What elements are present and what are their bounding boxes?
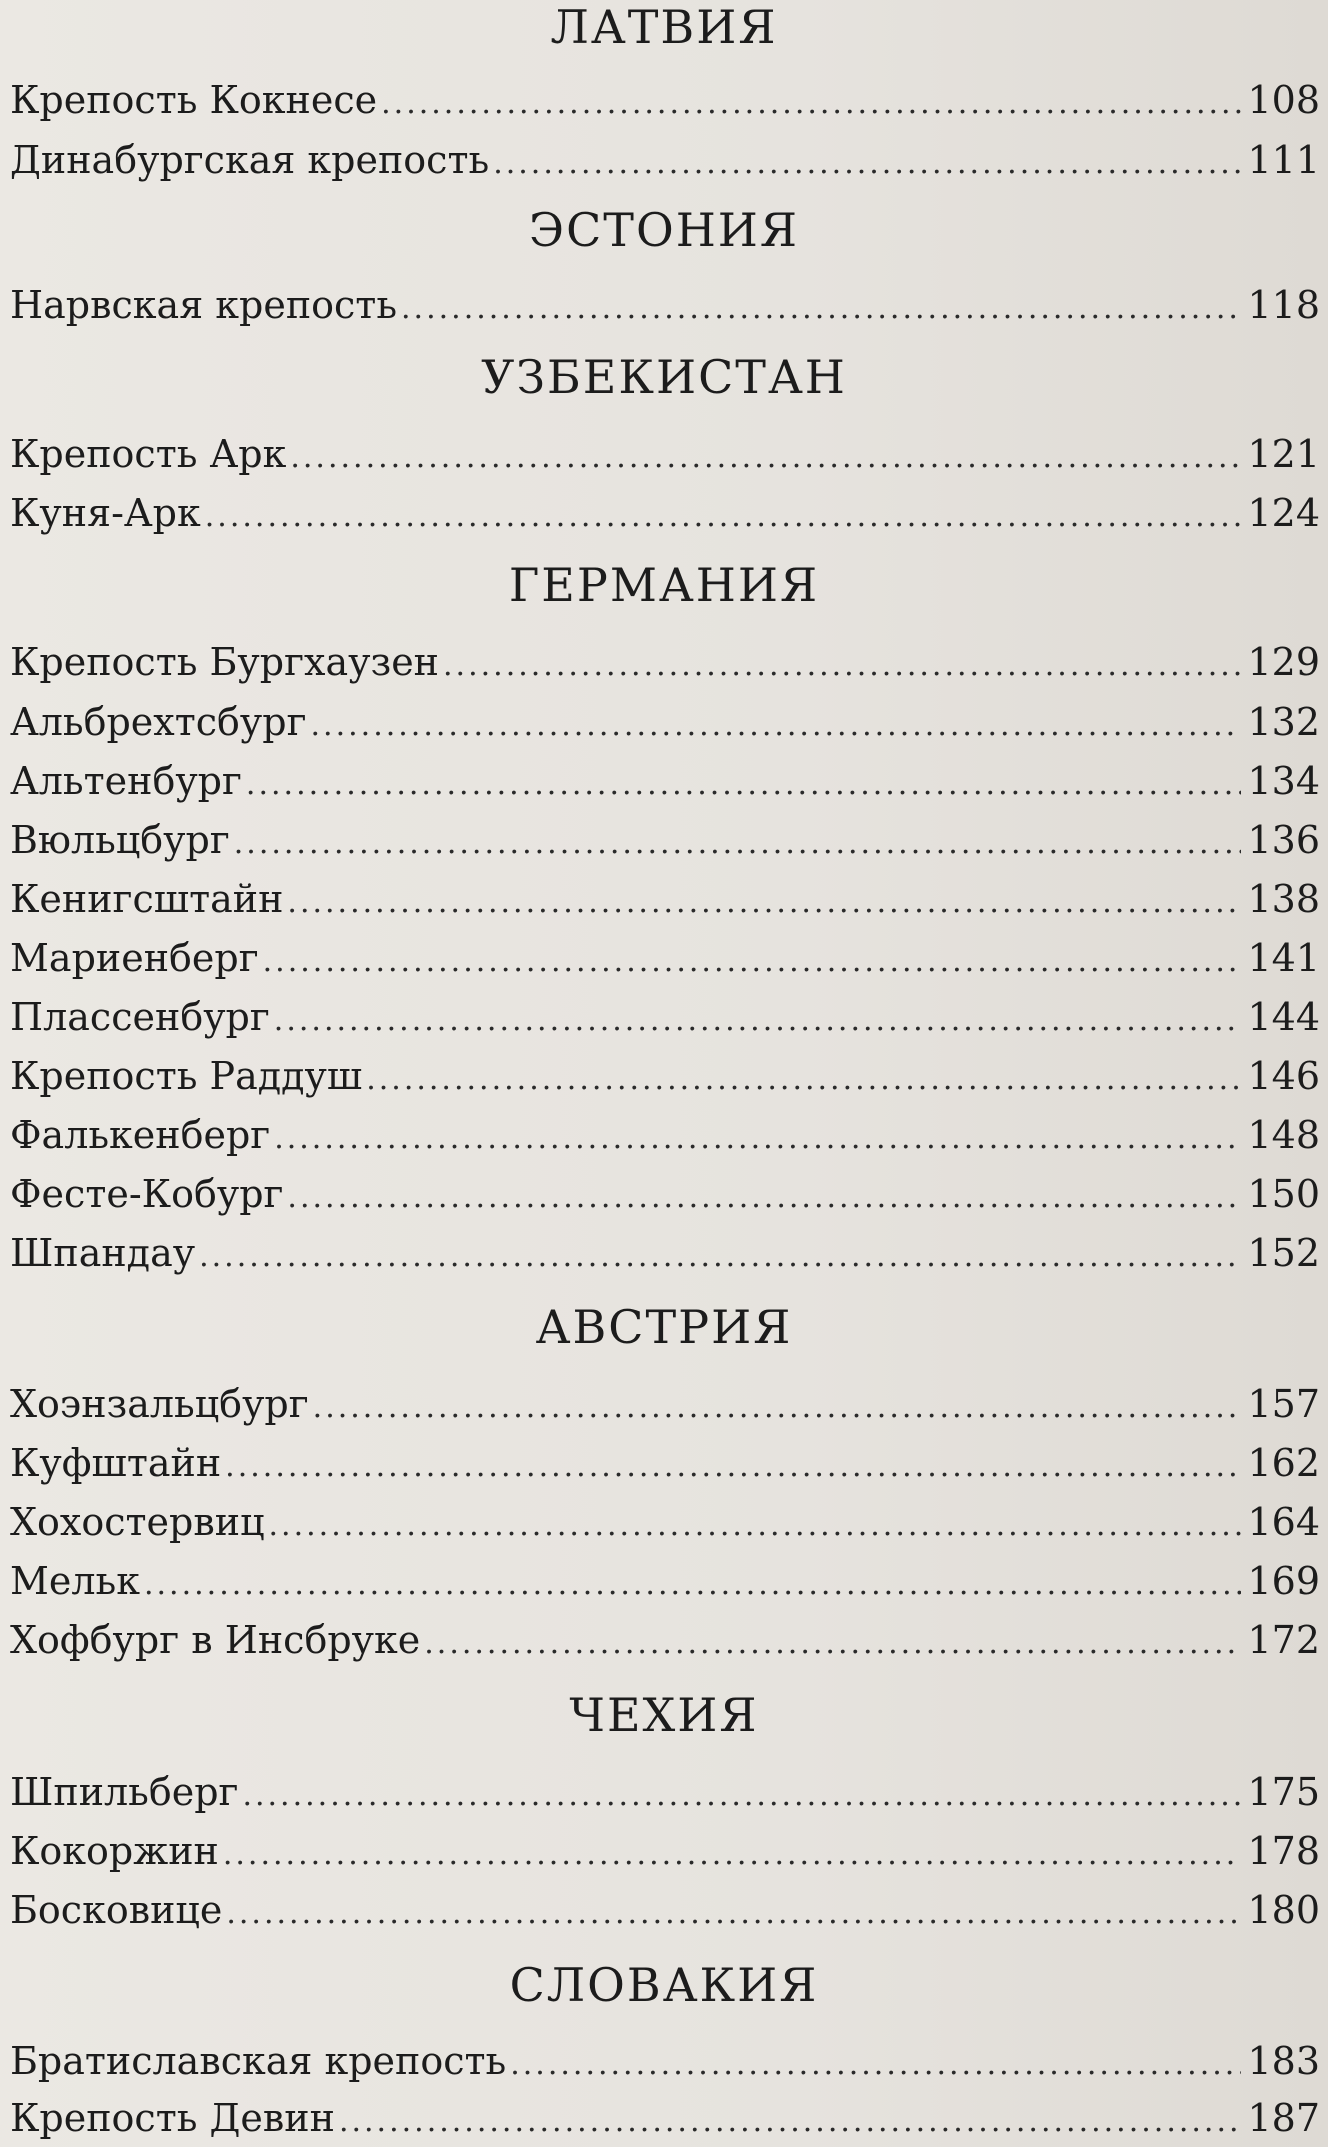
entry-title: Динабургская крепость <box>10 138 490 182</box>
entry-title: Босковице <box>10 1888 223 1932</box>
dot-leader <box>226 1888 1241 1940</box>
dot-leader <box>381 78 1241 130</box>
toc-entry <box>10 636 1320 688</box>
dot-leader <box>223 1829 1242 1881</box>
entry-title: Фесте-Кобург <box>10 1172 284 1216</box>
entry-page-number: 134 <box>1247 759 1320 803</box>
entry-page-number: 152 <box>1247 1231 1320 1275</box>
entry-title: Альбрехтсбург <box>10 700 307 744</box>
dot-leader <box>242 1770 1241 1822</box>
entry-title: Хоэнзальцбург <box>10 1382 309 1426</box>
toc-entry <box>10 2035 1320 2087</box>
toc-entry <box>10 428 1320 480</box>
dot-leader <box>311 700 1242 752</box>
toc-entry <box>10 1227 1320 1279</box>
toc-entry <box>10 1496 1320 1548</box>
toc-entry <box>10 1168 1320 1220</box>
toc-entry <box>10 2092 1320 2144</box>
entry-page-number: 138 <box>1247 877 1320 921</box>
dot-leader <box>401 283 1241 335</box>
dot-leader <box>263 936 1242 988</box>
dot-leader <box>144 1559 1241 1611</box>
entry-page-number: 164 <box>1247 1500 1320 1544</box>
dot-leader <box>269 1500 1242 1552</box>
dot-leader <box>199 1231 1241 1283</box>
entry-page-number: 108 <box>1247 78 1320 122</box>
section-heading-czechia: ЧЕХИЯ <box>569 1688 759 1742</box>
entry-page-number: 169 <box>1247 1559 1320 1603</box>
entry-page-number: 111 <box>1247 138 1320 182</box>
entry-title: Шпандау <box>10 1231 196 1275</box>
entry-page-number: 144 <box>1247 995 1320 1039</box>
section-heading-germany: ГЕРМАНИЯ <box>508 558 820 612</box>
entry-page-number: 118 <box>1247 283 1320 327</box>
dot-leader <box>366 1054 1241 1106</box>
dot-leader <box>443 640 1241 692</box>
entry-page-number: 129 <box>1247 640 1320 684</box>
toc-entry <box>10 1378 1320 1430</box>
toc-entry <box>10 932 1320 984</box>
entry-title: Братиславская крепость <box>10 2039 507 2083</box>
dot-leader <box>246 759 1242 811</box>
entry-title: Кокоржин <box>10 1829 219 1873</box>
entry-title: Мариенберг <box>10 936 259 980</box>
entry-title: Крепость Девин <box>10 2096 335 2140</box>
entry-page-number: 175 <box>1247 1770 1320 1814</box>
section-heading-estonia: ЭСТОНИЯ <box>528 203 800 257</box>
entry-page-number: 178 <box>1247 1829 1320 1873</box>
dot-leader <box>290 432 1241 484</box>
dot-leader <box>205 491 1242 543</box>
entry-page-number: 146 <box>1247 1054 1320 1098</box>
entry-page-number: 172 <box>1247 1618 1320 1662</box>
dot-leader <box>274 1113 1241 1165</box>
section-heading-latvia: ЛАТВИЯ <box>550 0 778 54</box>
entry-title: Альтенбург <box>10 759 242 803</box>
entry-title: Крепость Арк <box>10 432 287 476</box>
entry-title: Куня-Арк <box>10 491 201 535</box>
dot-leader <box>287 877 1241 929</box>
entry-page-number: 157 <box>1247 1382 1320 1426</box>
entry-page-number: 183 <box>1247 2039 1320 2083</box>
toc-entry <box>10 134 1320 186</box>
toc-entry <box>10 873 1320 925</box>
dot-leader <box>234 818 1242 870</box>
entry-page-number: 141 <box>1247 936 1320 980</box>
toc-entry <box>10 74 1320 126</box>
entry-title: Крепость Раддуш <box>10 1054 363 1098</box>
toc-entry <box>10 814 1320 866</box>
entry-title: Крепость Кокнесе <box>10 78 378 122</box>
toc-entry <box>10 991 1320 1043</box>
entry-page-number: 121 <box>1247 432 1320 476</box>
toc-entry <box>10 487 1320 539</box>
entry-title: Куфштайн <box>10 1441 222 1485</box>
entry-title: Хохостервиц <box>10 1500 265 1544</box>
toc-entry <box>10 1109 1320 1161</box>
toc-entry <box>10 1050 1320 1102</box>
toc-entry <box>10 1884 1320 1936</box>
entry-title: Кенигсштайн <box>10 877 284 921</box>
dot-leader <box>274 995 1242 1047</box>
dot-leader <box>287 1172 1241 1224</box>
dot-leader <box>493 138 1241 190</box>
toc-entry <box>10 696 1320 748</box>
entry-title: Крепость Бургхаузен <box>10 640 440 684</box>
dot-leader <box>510 2039 1241 2091</box>
toc-entry <box>10 279 1320 331</box>
entry-page-number: 162 <box>1247 1441 1320 1485</box>
entry-title: Плассенбург <box>10 995 270 1039</box>
section-heading-uzbekistan: УЗБЕКИСТАН <box>481 350 847 404</box>
toc-entry <box>10 1825 1320 1877</box>
entry-title: Вюльцбург <box>10 818 230 862</box>
entry-title: Мельк <box>10 1559 140 1603</box>
section-heading-austria: АВСТРИЯ <box>535 1300 793 1354</box>
dot-leader <box>313 1382 1242 1434</box>
toc-entry <box>10 755 1320 807</box>
entry-page-number: 187 <box>1247 2096 1320 2140</box>
entry-title: Хофбург в Инсбруке <box>10 1618 421 1662</box>
entry-page-number: 150 <box>1247 1172 1320 1216</box>
entry-page-number: 124 <box>1247 491 1320 535</box>
dot-leader <box>225 1441 1241 1493</box>
entry-page-number: 180 <box>1247 1888 1320 1932</box>
dot-leader <box>339 2096 1242 2147</box>
section-heading-slovakia: СЛОВАКИЯ <box>509 1958 819 2012</box>
entry-title: Фалькенберг <box>10 1113 271 1157</box>
entry-title: Шпильберг <box>10 1770 239 1814</box>
entry-page-number: 132 <box>1247 700 1320 744</box>
toc-entry <box>10 1555 1320 1607</box>
toc-entry <box>10 1614 1320 1666</box>
entry-title: Нарвская крепость <box>10 283 398 327</box>
dot-leader <box>424 1618 1241 1670</box>
toc-entry <box>10 1766 1320 1818</box>
entry-page-number: 136 <box>1247 818 1320 862</box>
entry-page-number: 148 <box>1247 1113 1320 1157</box>
toc-entry <box>10 1437 1320 1489</box>
